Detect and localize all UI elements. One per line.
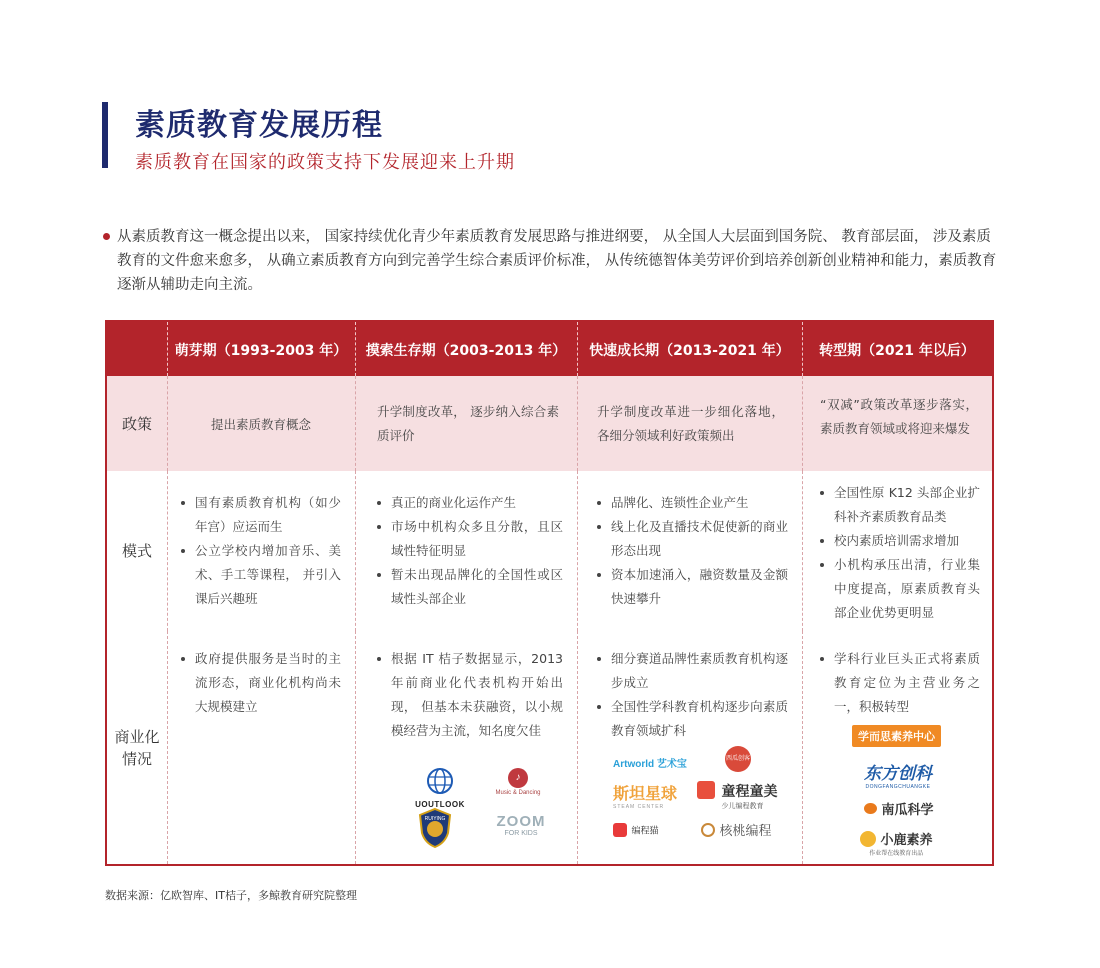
xiaolu-sub-text: 作业帮在线教育出品: [869, 851, 924, 857]
header-cell: [355, 322, 577, 376]
policy-stage-4: “双减”政策改革逐步落实， 素质教育领域或将迎来爆发: [820, 397, 978, 436]
music-note-icon: ♪: [508, 768, 528, 788]
table-cell: [577, 631, 802, 864]
list-item: 全国性原 K12 头部企业扩科补齐素质教育品类: [818, 481, 980, 529]
header-stage-1: 萌芽期（1993-2003 年）: [174, 343, 348, 359]
zoom-sub-text: FOR KIDS: [504, 830, 538, 837]
commercial-stage-2-list: [375, 647, 563, 743]
table-cell: [355, 631, 577, 864]
biancheng-logo: [613, 821, 658, 839]
biancheng-text: 编程猫: [631, 825, 659, 836]
list-item: 暂未出现品牌化的全国性或区域性头部企业: [375, 563, 563, 611]
walnut-icon: [701, 823, 715, 837]
policy-stage-3: 升学制度改革进一步细化落地，各细分领域利好政策频出: [597, 404, 784, 443]
cat-icon: [613, 823, 627, 837]
commercial-stage-1-list: [179, 647, 341, 719]
nangua-logo: [864, 799, 933, 818]
page-title: 素质教育发展历程: [135, 108, 383, 143]
list-item: 公立学校内增加音乐、美术、手工等课程， 并引入课后兴趣班: [179, 539, 341, 611]
table-row-model: [107, 471, 992, 631]
header-stage-4: 转型期（2021 年以后）: [819, 343, 975, 359]
page-subtitle: 素质教育在国家的政策支持下发展迎来上升期: [135, 152, 515, 173]
model-stage-4-list: [818, 481, 980, 625]
column-divider: [355, 631, 356, 864]
row-label-cell: [107, 471, 167, 631]
column-divider: [167, 322, 168, 376]
column-divider: [167, 471, 168, 631]
nangua-text: 南瓜科学: [881, 802, 934, 817]
column-divider: [577, 471, 578, 631]
music-dancing-logo: [493, 768, 543, 796]
row-label-cell: [107, 376, 167, 471]
list-item: 真正的商业化运作产生: [375, 491, 563, 515]
hetao-logo: [701, 820, 771, 839]
intro-text: 从素质教育这一概念提出以来， 国家持续优化青少年素质教育发展思路与推进纲要， 从全国人大层面到国务院、 教育部层面， 涉及素质教育的文件愈来愈多， 从确立素质教育方向到完善学生综合素质评价标准， 从传统德智体美劳评价到培养创新创业精神和能力，素质教育逐渐从辅助走向主流。: [117, 229, 997, 293]
table-cell: [802, 376, 992, 471]
list-item: 校内素质培训需求增加: [818, 529, 980, 553]
uoutlook-text: UOUTLOOK: [415, 800, 465, 809]
table-cell: [577, 376, 802, 471]
commercial-stage-4-list: [818, 647, 980, 719]
table-header-row: [107, 322, 992, 376]
tongcheng-text: 童程童美: [721, 783, 778, 799]
column-divider: [802, 376, 803, 471]
header-cell: [802, 322, 992, 376]
tongcheng-sub-text: 少儿编程教育: [721, 803, 764, 810]
list-item: 细分赛道品牌性素质教育机构逐步成立: [595, 647, 788, 695]
model-stage-3-list: [595, 491, 788, 611]
table-cell: [577, 471, 802, 631]
table-row-commercial: [107, 631, 992, 864]
column-divider: [355, 471, 356, 631]
list-item: 全国性学科教育机构逐步向素质教育领域扩科: [595, 695, 788, 743]
list-item: 学科行业巨头正式将素质教育定位为主营业务之一，积极转型: [818, 647, 980, 719]
artworld-logo: Artworld 艺术宝: [613, 759, 687, 770]
column-divider: [802, 471, 803, 631]
model-stage-2-list: [375, 491, 563, 611]
column-divider: [167, 631, 168, 864]
table-cell: [167, 376, 355, 471]
row-label-line: 商业化: [114, 727, 160, 746]
row-label-line: 情况: [121, 749, 152, 768]
table-cell: [167, 471, 355, 631]
ruiying-text: RUIYING: [424, 816, 446, 822]
globe-icon: [425, 766, 455, 796]
xigua-logo: [725, 746, 751, 772]
shield-icon: [417, 807, 453, 849]
deer-icon: [860, 831, 876, 847]
tongcheng-logo: [697, 781, 777, 811]
tongcheng-icon: [697, 781, 715, 799]
policy-stage-2: 升学制度改革， 逐步纳入综合素质评价: [377, 404, 559, 443]
header-stage-3: 快速成长期（2013-2021 年）: [589, 343, 790, 359]
xigua-text: 西瓜创客: [725, 756, 750, 762]
xiaolu-text: 小鹿素养: [880, 832, 933, 847]
intro-paragraph: [103, 225, 998, 297]
list-item: 根据 IT 桔子数据显示，2013 年前商业化代表机构开始出现， 但基本未获融资，以小规模经营为主流，知名度欠佳: [375, 647, 563, 743]
zoom-kids-logo: [493, 813, 549, 837]
dongfang-logo: [864, 759, 932, 790]
music-dancing-text: Music & Dancing: [495, 790, 541, 796]
uoutlook-logo: [403, 766, 477, 809]
ruiying-logo: [415, 807, 455, 854]
stan-sub-text: STEAM CENTER: [613, 804, 665, 810]
column-divider: [577, 322, 578, 376]
dongfang-text: 东方创科: [864, 764, 932, 783]
row-label-cell: [107, 631, 167, 864]
table-cell: [802, 631, 992, 864]
header-stage-2: 摸索生存期（2003-2013 年）: [365, 343, 567, 359]
list-item: 资本加速涌入，融资数量及金额快速攀升: [595, 563, 788, 611]
column-divider: [577, 376, 578, 471]
policy-stage-1: 提出素质教育概念: [210, 417, 311, 432]
table-cell: [167, 631, 355, 864]
stan-text: 斯坦星球: [613, 786, 678, 803]
column-divider: [355, 376, 356, 471]
development-table: [105, 320, 994, 866]
column-divider: [577, 631, 578, 864]
bullet-dot: [103, 233, 110, 240]
row-label-policy: 政策: [121, 414, 152, 433]
commercial-stage-3-list: [595, 647, 788, 743]
model-stage-1-list: [179, 491, 341, 611]
xueersi-logo: 学而思素养中心: [852, 725, 941, 747]
row-label-commercial: [107, 726, 167, 770]
header-cell: [167, 322, 355, 376]
list-item: 国有素质教育机构（如少年宫）应运而生: [179, 491, 341, 539]
table-cell: [802, 471, 992, 631]
column-divider: [802, 631, 803, 864]
title-accent-bar: [102, 102, 108, 168]
zoom-text: ZOOM: [496, 813, 546, 830]
header-cell: [577, 322, 802, 376]
xiaolu-logo: [860, 829, 932, 857]
list-item: 线上化及直播技术促使新的商业形态出现: [595, 515, 788, 563]
list-item: 品牌化、连锁性企业产生: [595, 491, 788, 515]
table-cell: [355, 471, 577, 631]
column-divider: [355, 322, 356, 376]
table-cell: [355, 376, 577, 471]
data-source-note: 数据来源：亿欧智库、IT桔子，多鲸教育研究院整理: [105, 889, 357, 902]
stan-logo: [613, 781, 677, 810]
dongfang-sub-text: DONGFANGCHUANGKE: [865, 784, 931, 790]
row-label-model: 模式: [121, 542, 152, 560]
column-divider: [802, 322, 803, 376]
pumpkin-icon: [864, 803, 877, 814]
column-divider: [167, 376, 168, 471]
list-item: 政府提供服务是当时的主流形态，商业化机构尚未大规模建立: [179, 647, 341, 719]
hetao-text: 核桃编程: [719, 823, 772, 838]
table-row-policy: [107, 376, 992, 471]
list-item: 市场中机构众多且分散，且区域性特征明显: [375, 515, 563, 563]
list-item: 小机构承压出清，行业集中度提高，原素质教育头部企业优势更明显: [818, 553, 980, 625]
